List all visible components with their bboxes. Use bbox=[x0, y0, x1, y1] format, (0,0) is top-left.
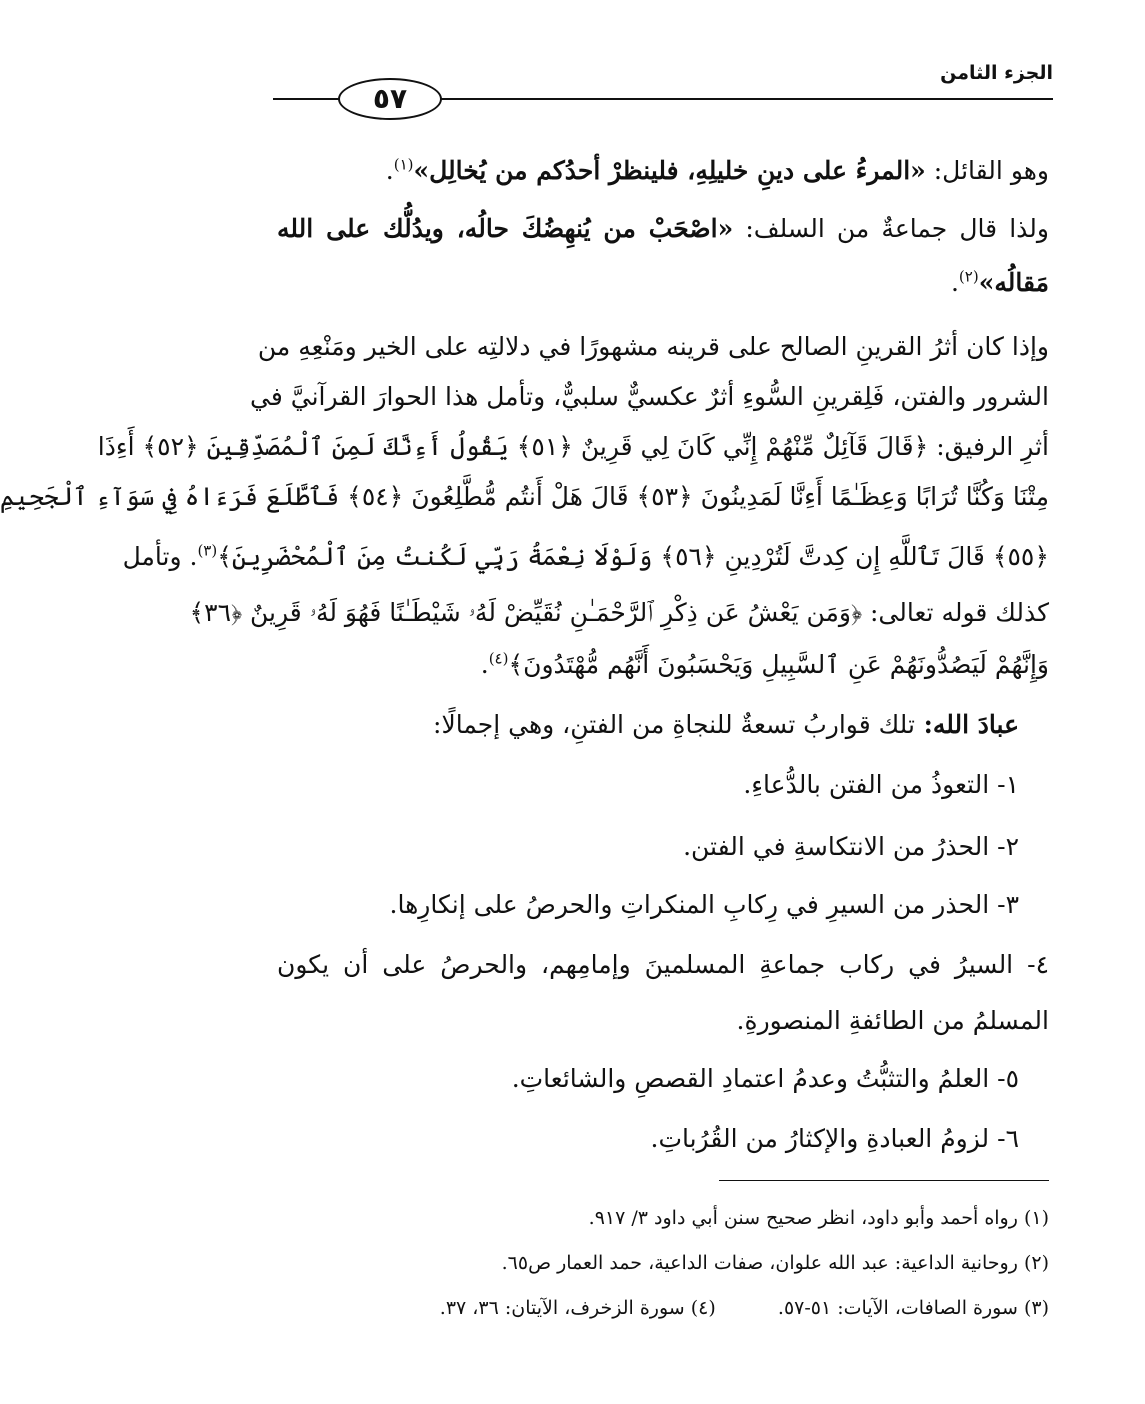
page-header bbox=[273, 52, 1053, 122]
footnote: (٤) سورة الزخرف، الآيتان: ٣٦، ٣٧. bbox=[439, 1297, 716, 1319]
text-line: مَقالُه»$^{(٢)}$. bbox=[950, 267, 1049, 297]
quran-line: كذلك قوله تعالى: ﴿وَمَن يَعْشُ عَن ذِكْرِ ٱلرَّحْمَـٰنِ نُقَيِّضْ لَهُۥ شَيْطَـٰنًا فَهُوَ لَهُۥ قَرِينٌ ﴿٣٦﴾ bbox=[189, 598, 1049, 627]
list-item: ٥- العلمُ والتثبُّتُ وعدمُ اعتمادِ القصصِ والشائعاتِ. bbox=[511, 1064, 1019, 1093]
quran-line: مِتْنَا وَكُنَّا تُرَابًا وَعِظَـٰمًا أَءِنَّا لَمَدِينُونَ ﴿٥٣﴾ قَالَ هَلْ أَنتُم مُّطَّلِعُونَ ﴿٥٤﴾ فَٱطَّلَعَ فَرَءَاهُ فِي سَوَآءِ ٱلْجَحِيمِ bbox=[0, 482, 1049, 511]
footnote-ref: (٤) bbox=[488, 649, 509, 668]
text-line: عبادَ الله: تلك قواربُ تسعةٌ للنجاةِ من الفتنِ، وهي إجمالًا: bbox=[433, 710, 1019, 739]
footnote-ref: (٣) bbox=[197, 541, 218, 560]
list-item: المسلمُ من الطائفةِ المنصورةِ. bbox=[736, 1006, 1049, 1035]
list-item: ٣- الحذر من السيرِ في رِكابِ المنكراتِ والحرصُ على إنكارِها. bbox=[389, 890, 1019, 919]
quran-line: ﴿٥٥﴾ قَالَ تَٱللَّهِ إِن كِدتَّ لَتُرْدِينِ ﴿٥٦﴾ وَلَوْلَا نِعْمَةُ رَبِّي لَكُنتُ مِنَ ٱلْمُحْضَرِينَ﴾$^{(٣)}$. وتأمل bbox=[122, 541, 1049, 571]
footnote: (١) رواه أحمد وأبو داود، انظر صحيح سنن أبي داود ٣/ ٩١٧. bbox=[588, 1207, 1049, 1229]
footnote: (٢) روحانية الداعية: عبد الله علوان، صفات الداعية، حمد العمار ص٦٥. bbox=[501, 1252, 1049, 1274]
footnote-ref: (٢) bbox=[958, 267, 979, 286]
page-number: ٥٧ bbox=[338, 78, 442, 120]
text-line: الشرور والفتن، فَلِقرينِ السُّوءِ أثرٌ عكسيٌّ سلبيٌّ، وتأمل هذا الحوارَ القرآنيَّ في bbox=[250, 382, 1049, 411]
footnote: (٣) سورة الصافات، الآيات: ٥١-٥٧. bbox=[777, 1297, 1049, 1319]
list-item: ١- التعوذُ من الفتن بالدُّعاءِ. bbox=[743, 770, 1019, 799]
list-item: ٢- الحذرُ من الانتكاسةِ في الفتن. bbox=[683, 832, 1019, 861]
footnote-rule bbox=[719, 1180, 1049, 1181]
text-line: ولذا قال جماعةٌ من السلف: «اصْحَبْ من يُنهِضُكَ حالُه، ويدُلُّك على الله bbox=[277, 214, 1049, 243]
text-line: وهو القائل: «المرءُ على دينِ خليلِهِ، فلينظرْ أحدُكم من يُخالِل»$^{(١)}$. bbox=[385, 155, 1049, 185]
quran-line: أثرِ الرفيق: ﴿قَالَ قَآئِلٌ مِّنْهُمْ إِنِّي كَانَ لِي قَرِينٌ ﴿٥١﴾ يَقُولُ أَءِنَّكَ لَمِنَ ٱلْمُصَدِّقِينَ ﴿٥٢﴾ أَءِذَا bbox=[97, 432, 1049, 461]
running-title: الجزء الثامن bbox=[940, 62, 1053, 84]
list-item: ٦- لزومُ العبادةِ والإكثارُ من القُرُباتِ. bbox=[650, 1124, 1019, 1153]
quran-line: وَإِنَّهُمْ لَيَصُدُّونَهُمْ عَنِ ٱلسَّبِيلِ وَيَحْسَبُونَ أَنَّهُم مُّهْتَدُونَ﴾$^{(٤)}$. bbox=[480, 649, 1049, 679]
footnote-row bbox=[277, 1293, 1049, 1323]
footnote-ref: (١) bbox=[393, 155, 414, 174]
text-line: وإذا كان أثرُ القرينِ الصالح على قرينه مشهورًا في دلالتِه على الخير ومَنْعِهِ من bbox=[257, 332, 1049, 361]
list-item: ٤- السيرُ في ركاب جماعةِ المسلمينَ وإمامِهم، والحرصُ على أن يكون bbox=[277, 950, 1049, 979]
